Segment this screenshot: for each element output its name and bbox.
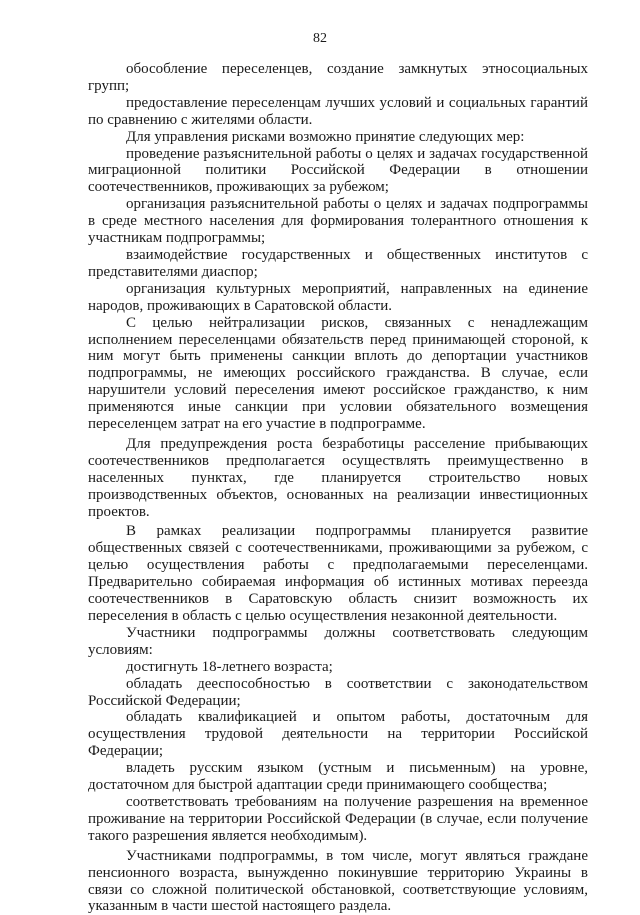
paragraph-pensioners: Участниками подпрограммы, в том числе, могут являться граждане пенсионного возраста, вынужденно покинувшие территорию Украины в связи со сложной политической обстановкой, соответствующие условиям, указанным в части шестой настоящего раздела.: [88, 847, 588, 915]
paragraph-condition-residence-permit: соответствовать требованиям на получение разрешения на временное проживание на территории Российской Федерации (в случае, если получение такого разрешения является необходимым).: [88, 793, 588, 844]
paragraph-risk-isolation: обособление переселенцев, создание замкнутых этносоциальных групп;: [88, 61, 588, 94]
paragraph-risk-privileges: предоставление переселенцам лучших условий и социальных гарантий по сравнению с жителями области.: [88, 94, 588, 128]
paragraph-unemployment: Для предупреждения роста безработицы расселение прибывающих соотечественников предполагается осуществлять преимущественно в населенных пунктах, где планируется строительство новых производственных объектов, основанных на реализации инвестиционных проектов.: [88, 435, 588, 520]
paragraph-sanctions: С целью нейтрализации рисков, связанных с ненадлежащим исполнением переселенцами обязательств перед принимающей стороной, к ним могут быть применены санкции вплоть до депортации участников подпрограммы, не имеющих российского гражданства. В случае, если нарушители условий переселения имеют российское гражданство, к ним применяются иные санкции при условии обязательного возмещения переселенцем затрат на его участие в подпрограмме.: [88, 314, 588, 433]
paragraph-condition-qualification: обладать квалификацией и опытом работы, достаточным для осуществления трудовой деятельности на территории Российской Федерации;: [88, 709, 588, 760]
paragraph-public-relations: В рамках реализации подпрограммы планируется развитие общественных связей с соотечественниками, проживающими за рубежом, с целью осуществления работы с предполагаемыми переселенцами. Предварительно собираемая информация об истинных мотивах переезда соотечественников в Саратовскую область снизит возможность их переселения в область с целью осуществления незаконной деятельности.: [88, 523, 588, 624]
paragraph-measure-cultural-events: организация культурных мероприятий, направленных на единение народов, проживающих в Саратовской области.: [88, 280, 588, 314]
document-body: [88, 61, 588, 915]
page-number: 82: [313, 31, 327, 46]
paragraph-condition-language: владеть русским языком (устным и письменным) на уровне, достаточном для быстрой адаптации среди принимающего сообщества;: [88, 760, 588, 794]
paragraph-measure-explanation: проведение разъяснительной работы о целях и задачах государственной миграционной политики Российской Федерации в отношении соотечественников, проживающих за рубежом;: [88, 145, 588, 196]
paragraph-measure-local-population: организация разъяснительной работы о целях и задачах подпрограммы в среде местного населения для формирования толерантного отношения к участникам подпрограммы;: [88, 196, 588, 247]
paragraph-measure-diasporas: взаимодействие государственных и общественных институтов с представителями диаспор;: [88, 246, 588, 280]
paragraph-conditions-intro: Участники подпрограммы должны соответствовать следующим условиям:: [88, 624, 588, 658]
paragraph-condition-age: достигнуть 18-летнего возраста;: [126, 658, 333, 675]
paragraph-condition-capacity: обладать дееспособностью в соответствии с законодательством Российской Федерации;: [88, 675, 588, 709]
paragraph-measures-intro: Для управления рисками возможно принятие следующих мер:: [126, 128, 525, 145]
